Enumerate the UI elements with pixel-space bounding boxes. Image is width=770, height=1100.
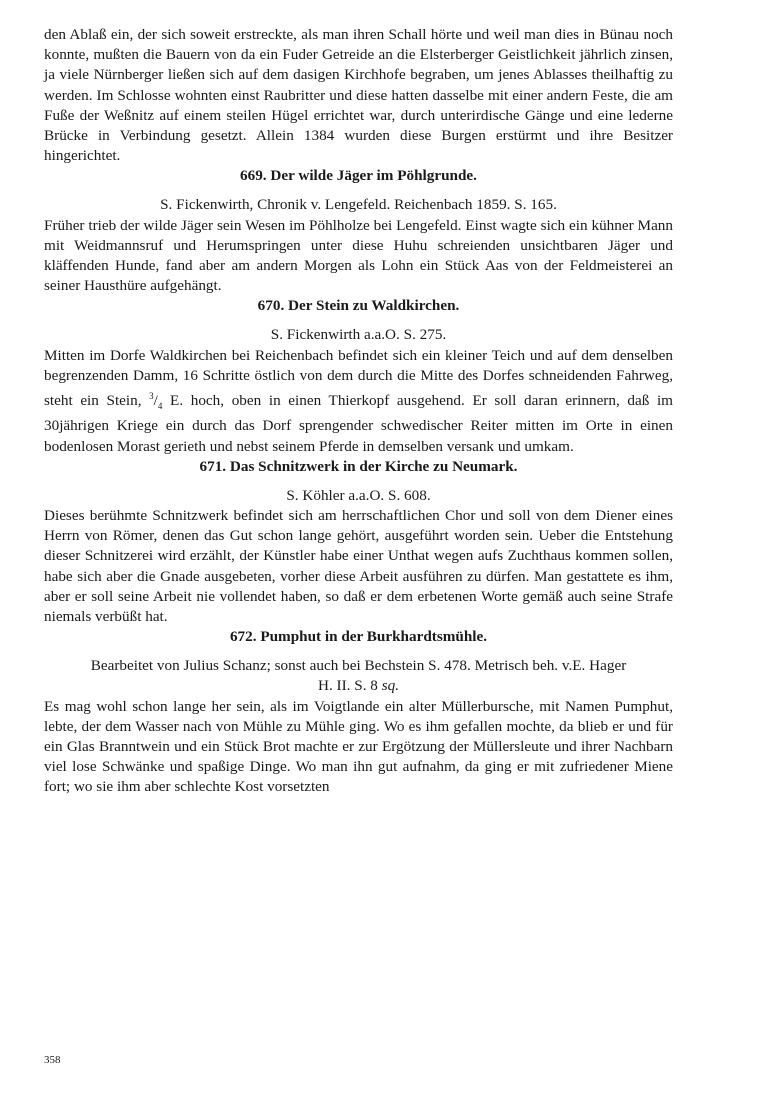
section-672-paragraph: Es mag wohl schon lange her sein, als im Voigtlande ein alter Müllerbursche, mit Namen Pumphut, lebte, der dem Wasser nach von Mühle zu Mühle ging. Wo es ihm gefallen mochte, da blieb er und für ein Glas Branntwein und ein Stück Brot machte er zur Ergötzung der Müllersleute und ihrer Nachbarn viel lose Schwänke und spaßige Dinge. Wo man ihn gut aufnahm, da ging er mit zufriedener Miene fort; wo sie ihm aber schlechte Kost vorsetzten: [44, 697, 673, 796]
section-669-paragraph: Früher trieb der wilde Jäger sein Wesen im Pöhlholze bei Lengefeld. Einst wagte sich ein kühner Mann mit Weidmannsruf und Herumspringen unter diese Huhu schreienden unsichtbaren Jäger und kläffenden Hunde, fand aber am andern Morgen als Lohn ein Stück Aas von der Feldmeisterei an seiner Hausthüre aufgehängt.: [44, 216, 673, 295]
section-672-source-italic: sq.: [381, 677, 399, 695]
fraction-slash: /: [153, 392, 158, 410]
section-671-source: S. Köhler a.a.O. S. 608.: [286, 486, 431, 504]
section-670-source: S. Fickenwirth a.a.O. S. 275.: [270, 326, 447, 344]
section-670-text-after: E. hoch, oben in einen Thierkopf ausgehend. Er soll daran erinnern, daß im 30jährigen Kriege ein durch das Dorf sprengender schwedischer Reiter mitten im Orte in einen bodenlosen Morast gerieth und nebst seinem Pferde in demselben versank und umkam.: [44, 392, 673, 455]
section-669-title: 669. Der wilde Jäger im Pöhlgrunde.: [240, 167, 477, 185]
page-content: [44, 25, 673, 798]
fraction-numerator: 3: [149, 391, 154, 402]
section-672-source-line2: H. II. S. 8: [317, 677, 382, 695]
section-671-title: 671. Das Schnitzwerk in der Kirche zu Neumark.: [199, 457, 518, 475]
section-670-text-before: Mitten im Dorfe Waldkirchen bei Reichenbach befindet sich ein kleiner Teich und auf dem denselben begrenzenden Damm, 16 Schritte östlich von dem durch die Mitte des Dorfes schneidenden Fahrweg, steht ein Stein,: [44, 346, 673, 410]
intro-paragraph: den Ablaß ein, der sich soweit erstreckte, als man ihren Schall hörte und weil man dies in Bünau noch konnte, mußten die Bauern von da ein Fuder Getreide an die Elsterberger Geistlichkeit jährlich zinsen, ja viele Nürnberger ließen sich auf dem dasigen Kirchhofe begraben, um jenes Ablasses theilhaftig zu werden. Im Schlosse wohnten einst Raubritter und diese hatten dasselbe mit einer andern Feste, die am Fuße der Weßnitz auf einem steilen Hügel errichtet war, durch unterirdische Gänge und eine lederne Brücke in Verbindung gesetzt. Allein 1384 wurden diese Burgen erstürmt und ihre Besitzer hingerichtet.: [44, 26, 673, 165]
page-number: 358: [44, 1054, 61, 1066]
section-672-title: 672. Pumphut in der Burkhardtsmühle.: [229, 628, 488, 646]
section-669-source: S. Fickenwirth, Chronik v. Lengefeld. Reichenbach 1859. S. 165.: [160, 196, 557, 214]
section-671-paragraph: Dieses berühmte Schnitzwerk befindet sich am herrschaftlichen Chor und soll von dem Diener eines Herrn von Römer, denen das Gut schon lange gehört, ausgeführt worden sein. Ueber die Entstehung dieser Schnitzerei wird erzählt, der Künstler habe einer Unthat wegen aufs Zuchthaus kommen sollen, habe sich aber die Gnade ausgebeten, vorher diese Arbeit ausführen zu dürfen. Man gestattete es ihm, aber er soll seine Arbeit nie vollendet haben, so daß er dem erbetenen Worte gemäß auch seine Strafe niemals verbüßt hat.: [44, 506, 673, 625]
section-672-source-line1: Bearbeitet von Julius Schanz; sonst auch bei Bechstein S. 478. Metrisch beh. v.E. Hager: [90, 657, 627, 675]
section-670-paragraph: [44, 346, 673, 457]
fraction: [149, 391, 163, 412]
section-672-source: [44, 656, 673, 696]
section-670-title: 670. Der Stein zu Waldkirchen.: [257, 297, 460, 315]
fraction-denominator: 4: [157, 401, 163, 412]
